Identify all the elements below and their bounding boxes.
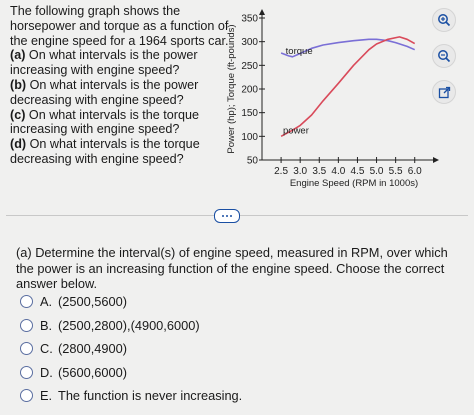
x-tick-label: 3.0	[293, 166, 308, 177]
x-axis-label: Engine Speed (RPM in 1000s)	[289, 178, 419, 189]
option-d[interactable]	[20, 361, 242, 385]
part-text: On what intervals is the torque increasing with engine speed?	[10, 107, 200, 137]
option-c[interactable]	[20, 337, 242, 361]
problem-part-b	[10, 78, 232, 108]
series-label-power: power	[283, 125, 309, 137]
radio-button[interactable]	[20, 342, 33, 355]
x-tick-label: 4.5	[350, 166, 365, 177]
problem-intro: The following graph shows the horsepower and torque as a function of the engine speed for a 1964 sports car.	[10, 4, 229, 48]
zoom-in-icon	[437, 13, 451, 27]
y-tick-label: 150	[241, 108, 258, 120]
y-tick-label: 200	[241, 84, 258, 96]
x-tick-label: 3.5	[312, 166, 327, 177]
part-text: On what intervals is the torque decreasing with engine speed?	[10, 137, 200, 166]
option-text: (5600,6000)	[58, 364, 128, 380]
option-letter: A.	[40, 294, 53, 310]
x-tick-label: 4.0	[331, 166, 346, 177]
more-options-button[interactable]	[214, 209, 240, 223]
problem-part-d	[10, 137, 232, 167]
y-axis-arrow	[259, 9, 265, 15]
answer-options	[20, 290, 242, 408]
zoom-out-icon	[437, 49, 451, 63]
option-letter: D.	[40, 364, 53, 380]
part-text: On what intervals is the power decreasing with engine speed?	[10, 77, 199, 107]
option-text: (2500,2800),(4900,6000)	[58, 317, 200, 333]
part-text: On what intervals is the power increasing with engine speed?	[10, 48, 198, 78]
option-letter: B.	[40, 317, 53, 333]
part-letter: (b)	[10, 77, 27, 92]
y-tick-label: 350	[241, 13, 258, 25]
external-link-icon	[438, 86, 451, 99]
x-axis-arrow	[433, 157, 439, 163]
option-a[interactable]	[20, 290, 242, 314]
y-tick-label: 50	[246, 155, 258, 167]
option-letter: E.	[40, 388, 53, 404]
y-tick-label: 250	[241, 60, 258, 72]
option-e[interactable]	[20, 384, 242, 408]
option-b[interactable]	[20, 314, 242, 338]
part-letter: (a)	[10, 48, 26, 63]
radio-button[interactable]	[20, 389, 33, 402]
graph-tools	[432, 8, 462, 116]
y-axis-label: Power (hp); Torque (ft-pounds)	[226, 24, 237, 154]
x-tick-label: 5.0	[369, 166, 384, 177]
x-tick-label: 2.5	[274, 166, 289, 177]
question-text: (a) Determine the interval(s) of engine speed, measured in RPM, over which the power is an increasing function of the engine speed. Choose the correct answer below.	[16, 245, 448, 291]
option-text: (2800,4900)	[58, 341, 128, 357]
problem-part-c	[10, 108, 232, 138]
open-external-button[interactable]	[432, 80, 456, 104]
problem-text	[10, 4, 232, 167]
series-label-torque: torque	[285, 46, 313, 58]
radio-button[interactable]	[20, 366, 33, 379]
radio-button[interactable]	[20, 319, 33, 332]
y-tick-label: 100	[241, 131, 258, 143]
option-text: (2500,5600)	[58, 294, 128, 310]
ellipsis-icon	[226, 215, 228, 217]
zoom-out-button[interactable]	[432, 44, 456, 68]
x-tick-label: 5.5	[388, 166, 403, 177]
option-letter: C.	[40, 341, 53, 357]
zoom-in-button[interactable]	[432, 8, 456, 32]
y-tick-label: 300	[241, 37, 258, 49]
problem-part-a	[10, 48, 232, 78]
engine-chart	[220, 8, 444, 198]
ellipsis-icon	[230, 215, 232, 217]
part-letter: (d)	[10, 137, 27, 152]
option-text: The function is never increasing.	[58, 388, 243, 404]
ellipsis-icon	[222, 215, 224, 217]
part-letter: (c)	[10, 107, 26, 122]
x-tick-label: 6.0	[407, 166, 422, 177]
radio-button[interactable]	[20, 295, 33, 308]
